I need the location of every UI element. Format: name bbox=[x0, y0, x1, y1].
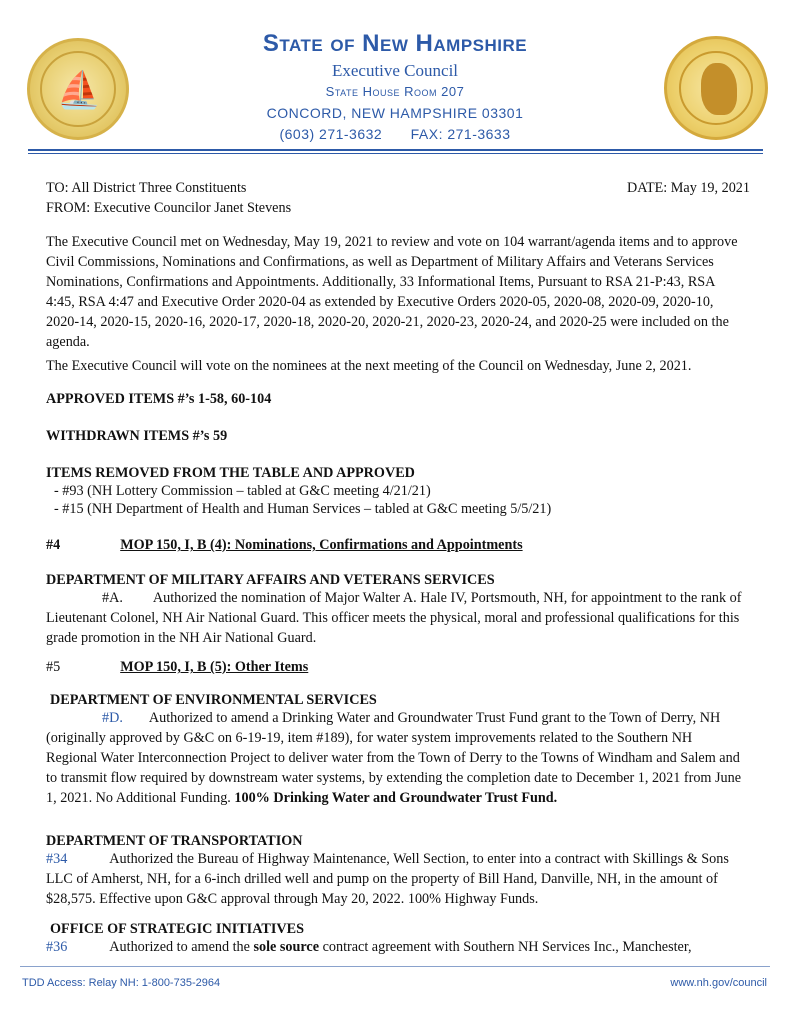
funding-text: 100% Drinking Water and Groundwater Trust Fund. bbox=[234, 790, 558, 806]
section-number: #5 bbox=[46, 659, 61, 675]
item-number: #D. bbox=[102, 710, 123, 726]
room-line: State House Room 207 bbox=[325, 84, 465, 99]
council-title: Executive Council bbox=[331, 61, 459, 80]
item-number: #A. bbox=[102, 590, 123, 606]
tdd-access: TDD Access: Relay NH: 1-800-735-2964 bbox=[22, 977, 221, 989]
memo-date: DATE: May 19, 2021 bbox=[627, 180, 750, 196]
removed-heading: ITEMS REMOVED FROM THE TABLE AND APPROVED bbox=[46, 465, 415, 481]
item-paragraph bbox=[46, 708, 746, 808]
state-title: State of New Hampshire bbox=[262, 30, 528, 57]
state-seal-icon: ⛵ bbox=[27, 38, 129, 140]
item-text: Authorized to amend a Drinking Water and Groundwater Trust Fund grant to the Town of Derry, NH (originally approved by G&C on 6-19-19, item #189), for water system improvements related to the Southern NH Regional Water Interconnection Project to deliver water from the Town of Derry to the Towns of Windham and Salem and to transmit flow required by downstream water systems, by extending the completion date to December 1, 2021 from June 1, 2021. No Additional Funding. bbox=[46, 710, 742, 806]
item-paragraph bbox=[46, 588, 746, 648]
item-paragraph bbox=[46, 849, 746, 909]
live-free-or-die-seal-icon bbox=[664, 36, 768, 140]
footer-divider bbox=[20, 966, 770, 967]
item-text: contract agreement with Southern NH Services Inc., Manchester, bbox=[319, 939, 692, 955]
section-title: MOP 150, I, B (5): Other Items bbox=[120, 659, 309, 675]
section-title: MOP 150, I, B (4): Nominations, Confirmations and Appointments bbox=[120, 537, 523, 553]
item-text: Authorized to amend the bbox=[109, 939, 254, 955]
item-number: #34 bbox=[46, 851, 68, 867]
item-text: Authorized the Bureau of Highway Maintenance, Well Section, to enter into a contract with Skillings & Sons LLC of Amherst, NH, for a 6-inch drilled well and pump on the property of Bill Hand, Danville, NH, in the amount of $28,575. Effective upon G&C approval through May 20, 2022. 100% Highway Funds. bbox=[46, 851, 729, 907]
header-divider bbox=[28, 149, 763, 151]
website-link[interactable]: www.nh.gov/council bbox=[670, 977, 767, 989]
section-5-heading bbox=[46, 657, 746, 677]
letterhead bbox=[0, 0, 791, 158]
intro-paragraph: The Executive Council met on Wednesday, May 19, 2021 to review and vote on 104 warrant/agenda items and to approve Civil Commissions, Nominations and Confirmations, as well as Department of Military Affairs and Veterans Services Nominations, Confirmations and Appointments. Additionally, 33 Informational Items, Pursuant to RSA 21-P:43, RSA 4:45, RSA 4:47 and Executive Order 2020-04 as extended by Executive Orders 2020-05, 2020-08, 2020-09, 2020-10, 2020-14, 2020-15, 2020-16, 2020-17, 2020-18, 2020-20, 2020-21, 2020-23, 2020-24, and 2020-25 were included on the agenda. bbox=[46, 234, 738, 350]
item-paragraph bbox=[46, 937, 746, 957]
dept-heading: DEPARTMENT OF MILITARY AFFAIRS AND VETERANS SERVICES bbox=[46, 572, 495, 588]
section-number: #4 bbox=[46, 537, 61, 553]
phone: (603) 271-3632 bbox=[279, 126, 383, 142]
removed-item: - #15 (NH Department of Health and Human Services – tabled at G&C meeting 5/5/21) bbox=[54, 501, 552, 517]
item-text-emphasis: sole source bbox=[253, 939, 320, 955]
item-number: #36 bbox=[46, 939, 68, 955]
dept-heading: DEPARTMENT OF TRANSPORTATION bbox=[46, 833, 303, 849]
section-4-heading bbox=[46, 535, 746, 555]
item-text: Authorized the nomination of Major Walter A. Hale IV, Portsmouth, NH, for appointment to the rank of Lieutenant Colonel, NH Air National Guard. This officer meets the physical, moral and professional qualifications for this grade promotion in the NH Air National Guard. bbox=[46, 590, 742, 646]
memo-from: FROM: Executive Councilor Janet Stevens bbox=[46, 200, 292, 216]
fax: FAX: 271-3633 bbox=[410, 126, 511, 142]
approved-items: APPROVED ITEMS #’s 1-58, 60-104 bbox=[46, 391, 272, 407]
dept-heading: DEPARTMENT OF ENVIRONMENTAL SERVICES bbox=[50, 692, 377, 708]
removed-item: - #93 (NH Lottery Commission – tabled at G&C meeting 4/21/21) bbox=[54, 483, 431, 499]
city-line: CONCORD, NEW HAMPSHIRE 03301 bbox=[266, 105, 524, 121]
dept-heading: OFFICE OF STRATEGIC INITIATIVES bbox=[50, 921, 304, 937]
header-divider-thin bbox=[28, 153, 763, 154]
memo-to: TO: All District Three Constituents bbox=[46, 180, 247, 196]
withdrawn-items: WITHDRAWN ITEMS #’s 59 bbox=[46, 428, 228, 444]
contact-line bbox=[180, 126, 610, 142]
next-meeting-paragraph: The Executive Council will vote on the nominees at the next meeting of the Council on Wednesday, June 2, 2021. bbox=[46, 358, 692, 374]
